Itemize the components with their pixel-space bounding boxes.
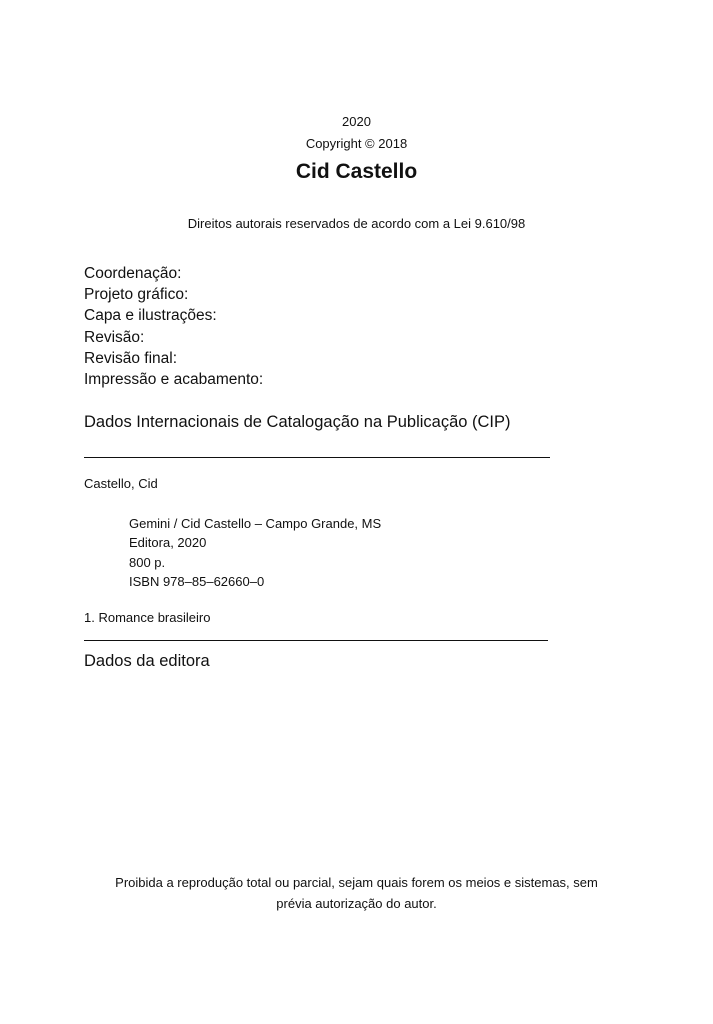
copyright-line: Copyright © 2018 [305,136,408,151]
credit-cover-illustrations: Capa e ilustrações: [84,307,217,325]
credit-coordination: Coordenação: [84,265,182,282]
cip-record-isbn-line: ISBN 978–85–62660–0 [129,574,265,590]
credit-graphic-design: Projeto gráfico: [84,286,189,304]
reproduction-notice [0,872,713,914]
notice-line-2: prévia autorização do autor. [276,896,437,911]
cip-record-pages-line: 800 p. [129,554,166,570]
publisher-heading: Dados da editora [84,652,210,670]
rights-statement: Direitos autorais reservados de acordo com a Lei 9.610/98 [187,216,526,231]
cip-bottom-rule [84,640,548,641]
cip-record [129,514,381,592]
cip-title: Dados Internacionais de Catalogação na Publicação (CIP) [84,413,511,431]
cip-top-rule [84,457,550,458]
notice-line-1: Proibida a reprodução total ou parcial, sejam quais forem os meios e sistemas, sem [115,875,598,890]
cip-record-publisher-line: Editora, 2020 [129,535,207,551]
credits-list [84,263,263,390]
publication-year: 2020 [342,114,371,129]
author-name: Cid Castello [295,160,418,183]
cip-subject: 1. Romance brasileiro [84,610,211,625]
credit-printing: Impressão e acabamento: [84,371,264,389]
credit-revision: Revisão: [84,328,145,346]
cip-author-entry: Castello, Cid [84,476,158,491]
credit-final-revision: Revisão final: [84,349,178,367]
cip-record-title-line: Gemini / Cid Castello – Campo Grande, MS [129,516,382,531]
